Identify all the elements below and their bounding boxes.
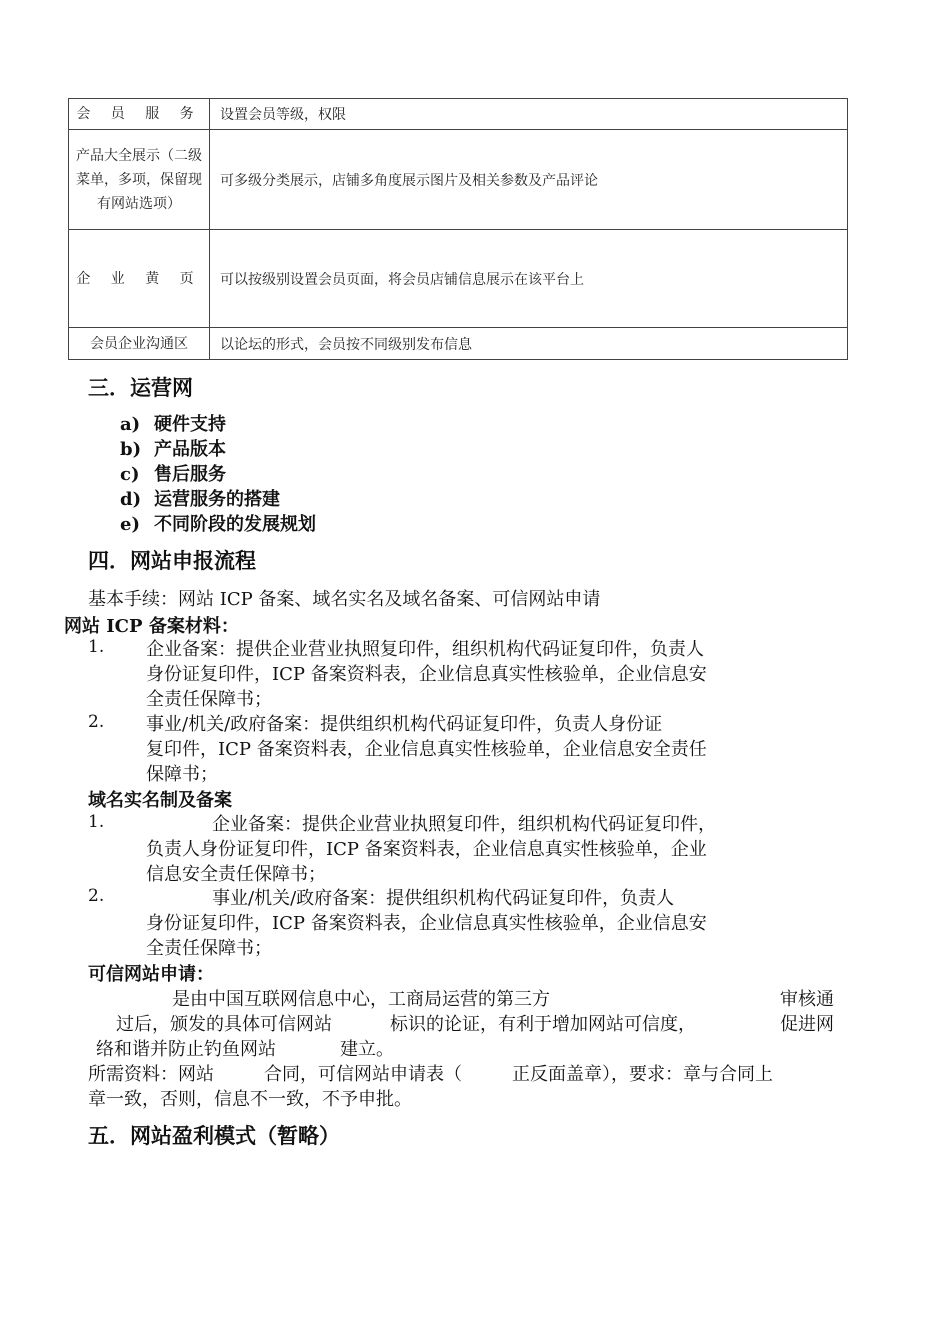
- icp-heading: 网站 ICP 备案材料：: [64, 616, 239, 637]
- list-label: a): [120, 414, 141, 435]
- paragraph-line: 章一致，否则，信息不一致，不予申批。: [88, 1089, 412, 1110]
- paragraph-line: 过后，颁发的具体可信网站: [116, 1014, 332, 1035]
- list-label: d): [120, 489, 142, 510]
- paragraph-line: 企业备案：提供企业营业执照复印件，组织机构代码证复印件，负责人: [146, 639, 704, 660]
- list-item: [120, 485, 280, 511]
- table-cell-key: 产品大全展示（二级菜单，多项，保留现有网站选项）: [69, 130, 210, 230]
- list-text: 硬件支持: [154, 414, 226, 435]
- list-number: 2.: [88, 886, 105, 906]
- list-text: 售后服务: [154, 464, 226, 485]
- list-text: 不同阶段的发展规划: [154, 514, 316, 535]
- domain-heading: 域名实名制及备案: [88, 790, 232, 811]
- section4-title: 四．网站申报流程: [88, 548, 256, 573]
- paragraph-line: 标识的论证，有利于增加网站可信度，: [390, 1014, 696, 1035]
- trusted-heading: 可信网站申请：: [88, 964, 214, 985]
- table-cell-value: 以论坛的形式，会员按不同级别发布信息: [210, 328, 848, 360]
- paragraph-line: 复印件，ICP 备案资料表，企业信息真实性核验单，企业信息安全责任: [146, 739, 707, 760]
- list-label: e): [120, 514, 140, 535]
- paragraph-line: 正反面盖章），要求：章与合同上: [512, 1064, 773, 1085]
- list-item: [120, 510, 316, 536]
- paragraph-line: 身份证复印件，ICP 备案资料表，企业信息真实性核验单，企业信息安: [146, 664, 707, 685]
- paragraph-line: 负责人身份证复印件，ICP 备案资料表，企业信息真实性核验单，企业: [146, 839, 707, 860]
- list-item: [120, 410, 226, 436]
- paragraph-line: 全责任保障书；: [146, 938, 272, 959]
- paragraph-line: 身份证复印件，ICP 备案资料表，企业信息真实性核验单，企业信息安: [146, 913, 707, 934]
- section4-intro: 基本手续：网站 ICP 备案、域名实名及域名备案、可信网站申请: [88, 589, 601, 610]
- table-row: [69, 130, 848, 230]
- list-label: c): [120, 464, 140, 485]
- table-cell-key: 会员企业沟通区: [69, 328, 210, 360]
- paragraph-line: 建立。: [340, 1039, 394, 1060]
- table-cell-value: 设置会员等级，权限: [210, 99, 848, 130]
- paragraph-line: 事业/机关/政府备案：提供组织机构代码证复印件，负责人身份证: [146, 714, 663, 735]
- table-cell-value: 可多级分类展示，店铺多角度展示图片及相关参数及产品评论: [210, 130, 848, 230]
- table-cell-value: 可以按级别设置会员页面，将会员店铺信息展示在该平台上: [210, 230, 848, 328]
- paragraph-line: 审核通: [780, 989, 834, 1010]
- list-item: [120, 460, 226, 486]
- table-row: [69, 328, 848, 360]
- section3-title: 三．运营网: [88, 375, 193, 400]
- list-number: 2.: [88, 712, 105, 732]
- feature-table: [68, 98, 848, 360]
- list-item: [120, 435, 226, 461]
- paragraph-line: 络和谐并防止钓鱼网站: [96, 1039, 276, 1060]
- list-number: 1.: [88, 812, 105, 832]
- table-cell-key: 企 业 黄 页: [69, 230, 210, 328]
- paragraph-line: 信息安全责任保障书；: [146, 864, 326, 885]
- paragraph-line: 全责任保障书；: [146, 689, 272, 710]
- list-text: 产品版本: [154, 439, 226, 460]
- list-text: 运营服务的搭建: [154, 489, 280, 510]
- paragraph-line: 所需资料：网站: [88, 1064, 214, 1085]
- paragraph-line: 是由中国互联网信息中心，工商局运营的第三方: [172, 989, 550, 1010]
- paragraph-line: 合同，可信网站申请表（: [264, 1064, 462, 1085]
- table-row: [69, 230, 848, 328]
- list-number: 1.: [88, 637, 105, 657]
- paragraph-line: 促进网: [780, 1014, 834, 1035]
- list-label: b): [120, 439, 142, 460]
- paragraph-line: 保障书；: [146, 764, 218, 785]
- paragraph-line: 事业/机关/政府备案：提供组织机构代码证复印件，负责人: [212, 888, 675, 909]
- paragraph-line: 企业备案：提供企业营业执照复印件，组织机构代码证复印件，: [212, 814, 716, 835]
- table-row: [69, 99, 848, 130]
- table-cell-key: 会 员 服 务: [69, 99, 210, 130]
- section5-title: 五．网站盈利模式（暂略）: [88, 1123, 340, 1148]
